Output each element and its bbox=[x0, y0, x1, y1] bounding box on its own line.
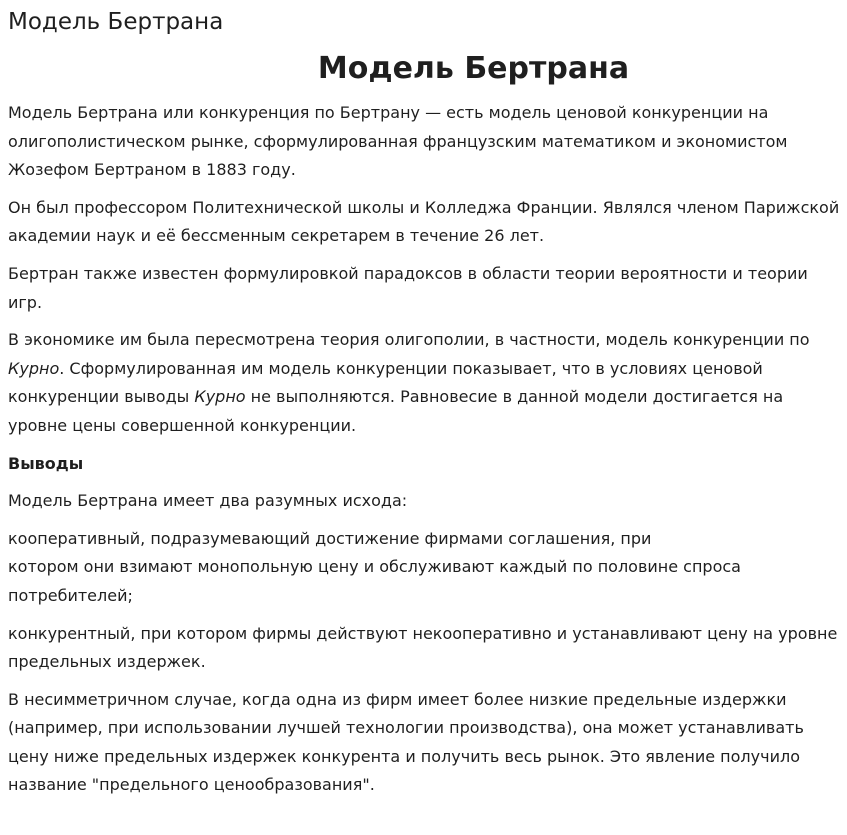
paragraph-paradoxes bbox=[8, 260, 839, 317]
paragraph-line: олигополистическом рынке, сформулированная французским математиком и экономистом bbox=[8, 131, 788, 151]
paragraph-line: Модель Бертрана или конкуренция по Бертрану — есть модель ценовой конкуренции на bbox=[8, 103, 769, 122]
conclusions-heading-paragraph bbox=[8, 450, 839, 479]
paragraph-line: В экономике им была пересмотрена теория олигополии, в частности, модель конкуренции по bbox=[8, 330, 810, 350]
paragraph-line: В несимметричном случае, когда одна из фирм имеет более низкие предельные издержки bbox=[8, 689, 787, 709]
paragraph-line: Бертран также известен формулировкой парадоксов в области теории вероятности и теории bbox=[8, 263, 808, 283]
paragraph-line: Он был профессором Политехнической школы и Колледжа Франции. Являлся членом Парижской bbox=[8, 197, 840, 217]
paragraph-line: название "предельного ценообразования". bbox=[8, 775, 375, 795]
paragraph-line: Модель Бертрана имеет два разумных исхода: bbox=[8, 491, 408, 511]
paragraph-line: Жозефом Бертраном в 1883 году. bbox=[8, 160, 296, 180]
paragraph-line: предельных издержек. bbox=[8, 652, 206, 672]
paragraph-intro bbox=[8, 99, 839, 185]
cournot-italic: Курно bbox=[8, 358, 60, 378]
paragraph-line: уровне цены совершенной конкуренции. bbox=[8, 415, 357, 435]
paragraph-line: котором они взимают монопольную цену и обслуживают каждый по половине спроса bbox=[8, 557, 741, 577]
paragraph-cooperative bbox=[8, 525, 839, 611]
paragraph-text: . Сформулированная им модель конкуренции показывает, что в условиях ценовой bbox=[59, 358, 763, 378]
paragraph-line bbox=[8, 355, 839, 384]
paragraph-competitive bbox=[8, 620, 839, 677]
paragraph-line: (например, при использовании лучшей технологии производства), она может устанавливать bbox=[8, 718, 804, 738]
paragraph-line bbox=[8, 383, 839, 412]
page-header-title: Модель Бертрана bbox=[8, 9, 224, 35]
paragraph-economics bbox=[8, 326, 839, 440]
paragraph-line: конкурентный, при котором фирмы действуют некооперативно и устанавливают цену на уровне bbox=[8, 623, 838, 643]
paragraph-line: цену ниже предельных издержек конкурента и получить весь рынок. Это явление получило bbox=[8, 746, 800, 766]
paragraph-text: не выполняются. Равновесие в данной модели достигается на bbox=[245, 387, 784, 407]
paragraph-line: потребителей; bbox=[8, 585, 133, 605]
article-title: Модель Бертрана bbox=[317, 51, 630, 86]
page bbox=[0, 8, 847, 835]
conclusions-heading: Выводы bbox=[8, 453, 84, 473]
paragraph-biography bbox=[8, 194, 839, 251]
paragraph-line: игр. bbox=[8, 292, 43, 312]
paragraph-line: академии наук и её бессменным секретарем в течение 26 лет. bbox=[8, 226, 545, 246]
paragraph-asymmetric bbox=[8, 686, 839, 800]
paragraph-text: конкуренции выводы bbox=[8, 387, 195, 407]
paragraph-outcomes bbox=[8, 487, 839, 516]
paragraph-line: кооперативный, подразумевающий достижение фирмами соглашения, при bbox=[8, 528, 652, 548]
cournot-italic: Курно bbox=[194, 387, 246, 407]
